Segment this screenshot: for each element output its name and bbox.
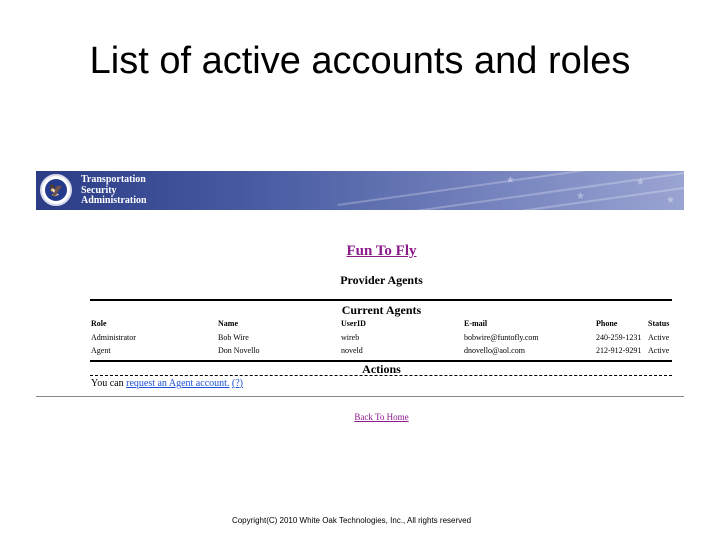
cell-name: Bob Wire: [218, 333, 249, 342]
current-agents-heading: Current Agents: [341, 303, 422, 317]
cell-phone: 240-259-1231: [596, 333, 642, 342]
actions-heading: Actions: [362, 362, 401, 376]
cell-role: Administrator: [91, 333, 136, 342]
cell-status: Active: [648, 346, 670, 355]
help-link[interactable]: (?): [231, 378, 244, 389]
back-to-home-link[interactable]: Back To Home: [354, 412, 409, 422]
cell-role: Agent: [91, 346, 111, 355]
column-header-phone: Phone: [596, 319, 618, 328]
cell-status: Active: [648, 333, 670, 342]
page-divider: [36, 396, 684, 397]
actions-prefix: You can: [91, 378, 127, 389]
agency-name: [81, 175, 147, 207]
copyright-footer: Copyright(C) 2010 White Oak Technologies, Inc., All rights reserved: [231, 516, 472, 525]
agency-line: Transportation: [81, 174, 146, 185]
divider: [90, 299, 672, 301]
cell-userid: noveld: [341, 346, 363, 355]
column-header-role: Role: [91, 319, 107, 328]
provider-agents-heading: Provider Agents: [340, 273, 423, 287]
tsa-banner: ★ ★ ★ ★ 🦅 Transportation Security Administration: [36, 171, 684, 210]
table-row: [0, 345, 720, 357]
agency-line: Security: [81, 184, 117, 196]
cell-name: Don Novello: [218, 346, 260, 355]
table-header: [0, 318, 720, 330]
column-header-status: Status: [648, 319, 670, 328]
dashed-divider: [90, 375, 672, 376]
agency-line: Administration: [81, 195, 147, 206]
cell-email: dnovello@aol.com: [464, 346, 525, 355]
column-header-email: E-mail: [464, 319, 488, 328]
cell-userid: wireb: [341, 333, 360, 342]
column-header-userid: UserID: [341, 319, 366, 328]
actions-text: [91, 378, 243, 389]
table-row: [0, 332, 720, 344]
request-agent-account-link[interactable]: request an Agent account.: [126, 378, 230, 389]
slide-title: List of active accounts and roles: [89, 40, 631, 82]
cell-phone: 212-912-9291: [596, 346, 642, 355]
provider-name-heading: Fun To Fly: [346, 243, 417, 259]
cell-email: bobwire@funtofly.com: [464, 333, 539, 342]
column-header-name: Name: [218, 319, 238, 328]
dhs-seal-icon: 🦅: [40, 174, 72, 206]
